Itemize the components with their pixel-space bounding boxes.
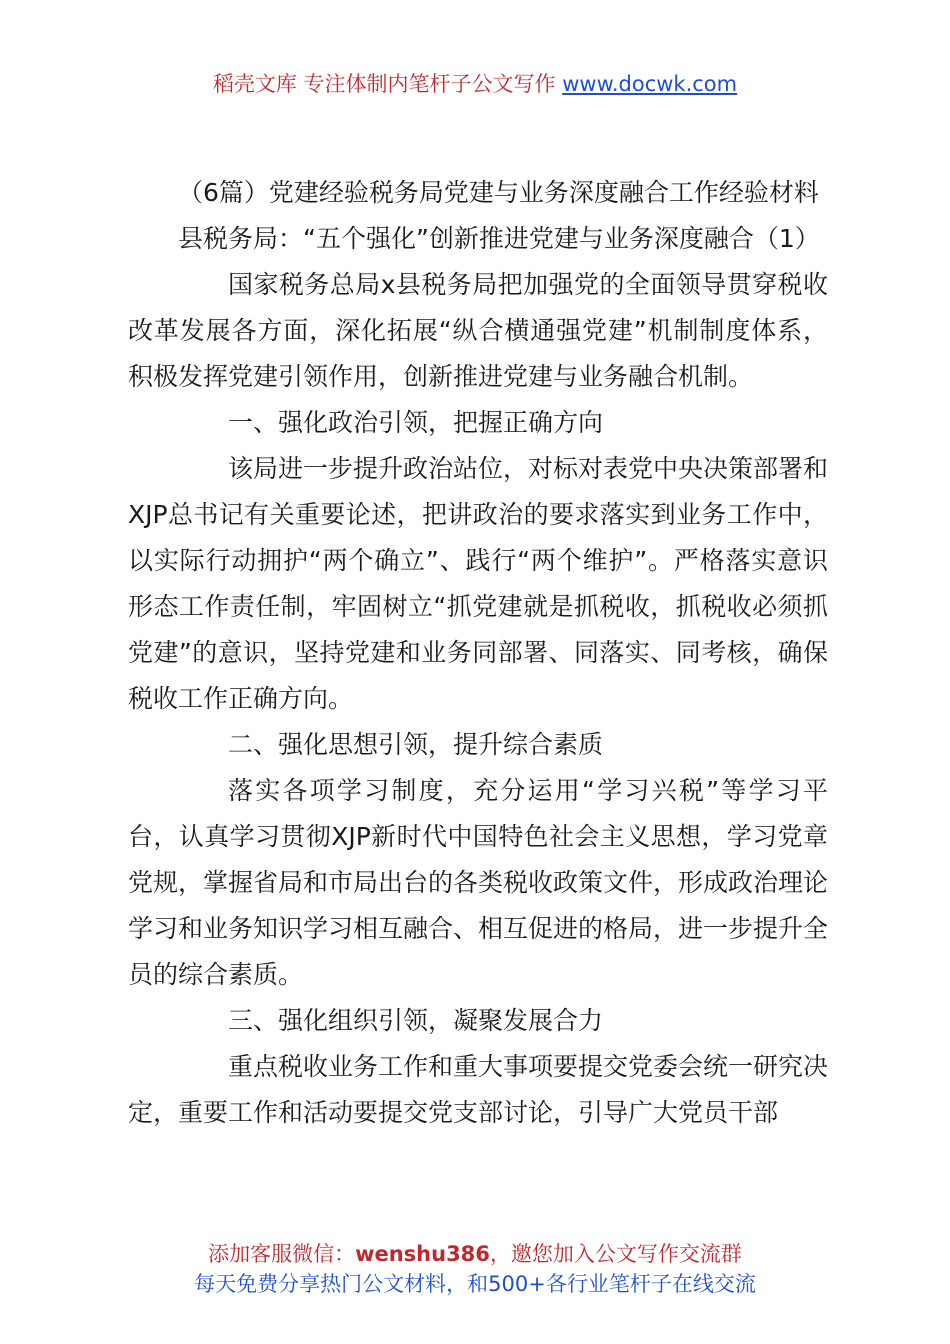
section-heading-1: 一、强化政治引领，把握正确方向 <box>228 408 604 437</box>
footer-promo-line: 每天免费分享热门公文材料，和500+各行业笔杆子在线交流 <box>194 1272 756 1296</box>
section-heading-3: 三、强化组织引领，凝聚发展合力 <box>228 1006 604 1035</box>
footer-suffix: ，邀您加入公文写作交流群 <box>489 1242 742 1266</box>
document-title: （6篇）党建经验税务局党建与业务深度融合工作经验材料 <box>178 178 819 207</box>
brand-text: 稻壳文库 专注体制内笔杆子公文写作 <box>212 72 556 96</box>
section-heading-2: 二、强化思想引领，提升综合素质 <box>228 730 604 759</box>
site-url-link[interactable]: www.docwk.com <box>562 72 738 96</box>
document-subtitle: 县税务局：“五个强化”创新推进党建与业务深度融合（1） <box>178 224 820 253</box>
section-paragraph-3: 重点税收业务工作和重大事项要提交党委会统一研究决定，重要工作和活动要提交党支部讨论，引导广大党员干部 <box>128 1052 829 1127</box>
footer-prefix: 添加客服微信： <box>208 1242 356 1266</box>
wechat-id: wenshu386 <box>355 1242 490 1266</box>
section-paragraph-2: 落实各项学习制度，充分运用“学习兴税”等学习平台，认真学习贯彻XJP新时代中国特色社会主义思想，学习党章党规，掌握省局和市局出台的各类税收政策文件，形成政治理论学习和业务知识学习相互融合、相互促进的格局，进一步提升全员的综合素质。 <box>128 776 829 989</box>
document-body <box>128 170 828 1136</box>
intro-paragraph: 国家税务总局x县税务局把加强党的全面领导贯穿税收改革发展各方面，深化拓展“纵合横通强党建”机制制度体系，积极发挥党建引领作用，创新推进党建与业务融合机制。 <box>128 270 828 391</box>
footer-contact-line <box>0 1239 950 1269</box>
page-footer <box>0 1239 950 1299</box>
page-header <box>0 68 950 100</box>
section-paragraph-1: 该局进一步提升政治站位，对标对表党中央决策部署和XJP总书记有关重要论述，把讲政治的要求落实到业务工作中，以实际行动拥护“两个确立”、践行“两个维护”。严格落实意识形态工作责任制，牢固树立“抓党建就是抓税收，抓税收必须抓党建”的意识，坚持党建和业务同部署、同落实、同考核，确保税收工作正确方向。 <box>128 454 829 713</box>
